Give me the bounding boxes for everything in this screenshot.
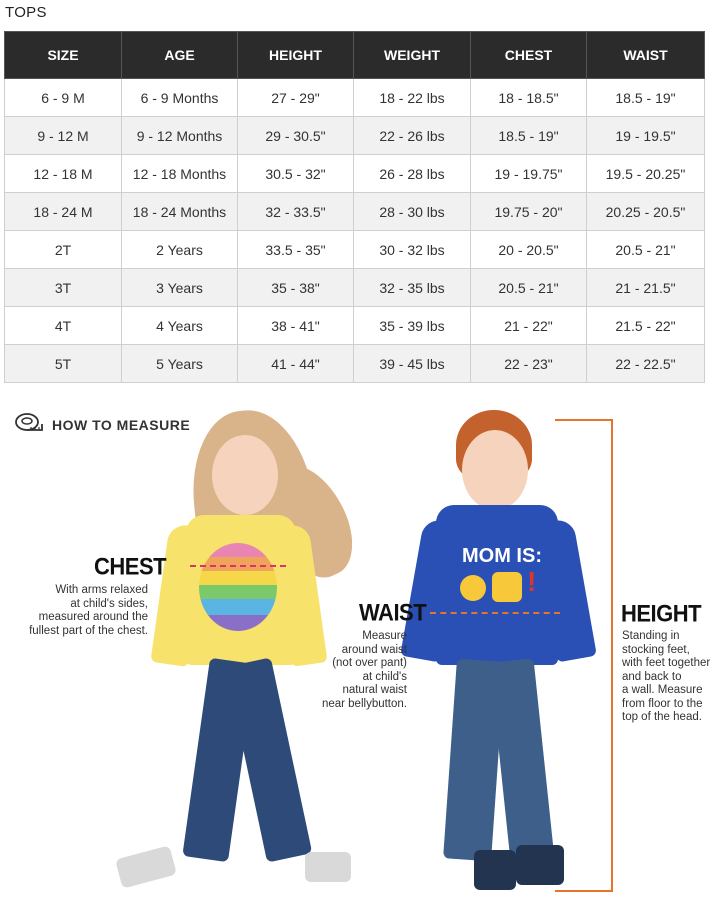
table-cell: 2T	[5, 231, 122, 269]
text-line: at child's sides,	[70, 597, 148, 610]
table-cell: 6 - 9 Months	[122, 79, 238, 117]
table-cell: 33.5 - 35"	[238, 231, 354, 269]
text-line: around waist	[341, 643, 407, 656]
section-title: TOPS	[5, 4, 47, 21]
waist-title: WAIST	[359, 598, 427, 627]
column-header-chest: CHEST	[471, 32, 587, 79]
table-cell: 21.5 - 22"	[587, 307, 705, 345]
text-line: near bellybutton.	[321, 697, 407, 710]
chest-measure-line	[190, 565, 286, 567]
how-to-measure-label: HOW TO MEASURE	[52, 416, 191, 433]
waist-description	[322, 630, 407, 711]
text-line: at child's	[362, 670, 407, 683]
text-line: Standing in	[622, 630, 680, 642]
table-cell: 2 Years	[122, 231, 238, 269]
table-cell: 12 - 18 Months	[122, 155, 238, 193]
table-cell: 18 - 22 lbs	[354, 79, 471, 117]
text-line: from floor to the	[622, 697, 703, 710]
size-chart-table	[4, 31, 705, 383]
table-cell: 18 - 18.5"	[471, 79, 587, 117]
chest-description	[29, 584, 148, 638]
table-row	[5, 269, 705, 307]
table-cell: 12 - 18 M	[5, 155, 122, 193]
text-line: With arms relaxed	[55, 584, 148, 596]
table-cell: 39 - 45 lbs	[354, 345, 471, 383]
table-cell: 9 - 12 M	[5, 117, 122, 155]
height-description	[622, 630, 710, 725]
table-cell: 20.5 - 21"	[471, 269, 587, 307]
text-line: natural waist	[342, 684, 407, 696]
table-cell: 18 - 24 Months	[122, 193, 238, 231]
table-cell: 18.5 - 19"	[471, 117, 587, 155]
table-cell: 19.75 - 20"	[471, 193, 587, 231]
column-header-height: HEIGHT	[238, 32, 354, 79]
table-cell: 5 Years	[122, 345, 238, 383]
table-cell: 35 - 38"	[238, 269, 354, 307]
thumbs-up-icon	[492, 572, 522, 602]
table-row	[5, 155, 705, 193]
table-cell: 22 - 26 lbs	[354, 117, 471, 155]
exclamation-icon: !	[527, 566, 537, 597]
table-row	[5, 79, 705, 117]
table-cell: 26 - 28 lbs	[354, 155, 471, 193]
table-cell: 30.5 - 32"	[238, 155, 354, 193]
table-row	[5, 345, 705, 383]
column-header-size: SIZE	[5, 32, 122, 79]
waist-measure-line	[430, 612, 560, 614]
table-cell: 38 - 41"	[238, 307, 354, 345]
text-line: top of the head.	[622, 711, 702, 723]
text-line: a wall. Measure	[622, 684, 703, 696]
height-title: HEIGHT	[621, 599, 702, 628]
table-cell: 21 - 22"	[471, 307, 587, 345]
table-row	[5, 193, 705, 231]
table-row	[5, 117, 705, 155]
table-cell: 5T	[5, 345, 122, 383]
height-measure-bracket	[555, 419, 613, 892]
table-cell: 18.5 - 19"	[587, 79, 705, 117]
table-cell: 30 - 32 lbs	[354, 231, 471, 269]
table-cell: 29 - 30.5"	[238, 117, 354, 155]
table-cell: 35 - 39 lbs	[354, 307, 471, 345]
table-cell: 18 - 24 M	[5, 193, 122, 231]
table-cell: 32 - 33.5"	[238, 193, 354, 231]
table-row	[5, 231, 705, 269]
shirt-print-text: MOM IS:	[462, 545, 542, 567]
column-header-weight: WEIGHT	[354, 32, 471, 79]
table-cell: 20.5 - 21"	[587, 231, 705, 269]
table-cell: 32 - 35 lbs	[354, 269, 471, 307]
text-line: with feet together	[622, 657, 711, 669]
text-line: and back to	[622, 670, 682, 683]
emoji-smiley-icon	[460, 575, 486, 601]
table-row	[5, 307, 705, 345]
text-line: Measure	[362, 630, 407, 642]
table-cell: 27 - 29"	[238, 79, 354, 117]
table-cell: 3 Years	[122, 269, 238, 307]
text-line: stocking feet,	[622, 643, 690, 656]
table-header-row	[5, 32, 705, 79]
table-cell: 9 - 12 Months	[122, 117, 238, 155]
table-cell: 19.5 - 20.25"	[587, 155, 705, 193]
table-cell: 20 - 20.5"	[471, 231, 587, 269]
table-cell: 3T	[5, 269, 122, 307]
how-to-measure-header	[14, 410, 190, 439]
chest-title: CHEST	[94, 552, 167, 581]
table-cell: 19 - 19.75"	[471, 155, 587, 193]
table-cell: 28 - 30 lbs	[354, 193, 471, 231]
text-line: fullest part of the chest.	[29, 624, 148, 637]
text-line: (not over pant)	[332, 657, 407, 669]
table-cell: 20.25 - 20.5"	[587, 193, 705, 231]
measuring-tape-icon	[14, 410, 44, 439]
column-header-age: AGE	[122, 32, 238, 79]
table-cell: 19 - 19.5"	[587, 117, 705, 155]
table-cell: 21 - 21.5"	[587, 269, 705, 307]
column-header-waist: WAIST	[587, 32, 705, 79]
table-cell: 4 Years	[122, 307, 238, 345]
table-cell: 4T	[5, 307, 122, 345]
smiley-face-graphic	[199, 543, 277, 631]
table-cell: 22 - 22.5"	[587, 345, 705, 383]
table-cell: 22 - 23"	[471, 345, 587, 383]
table-cell: 6 - 9 M	[5, 79, 122, 117]
table-cell: 41 - 44"	[238, 345, 354, 383]
text-line: measured around the	[38, 611, 148, 623]
